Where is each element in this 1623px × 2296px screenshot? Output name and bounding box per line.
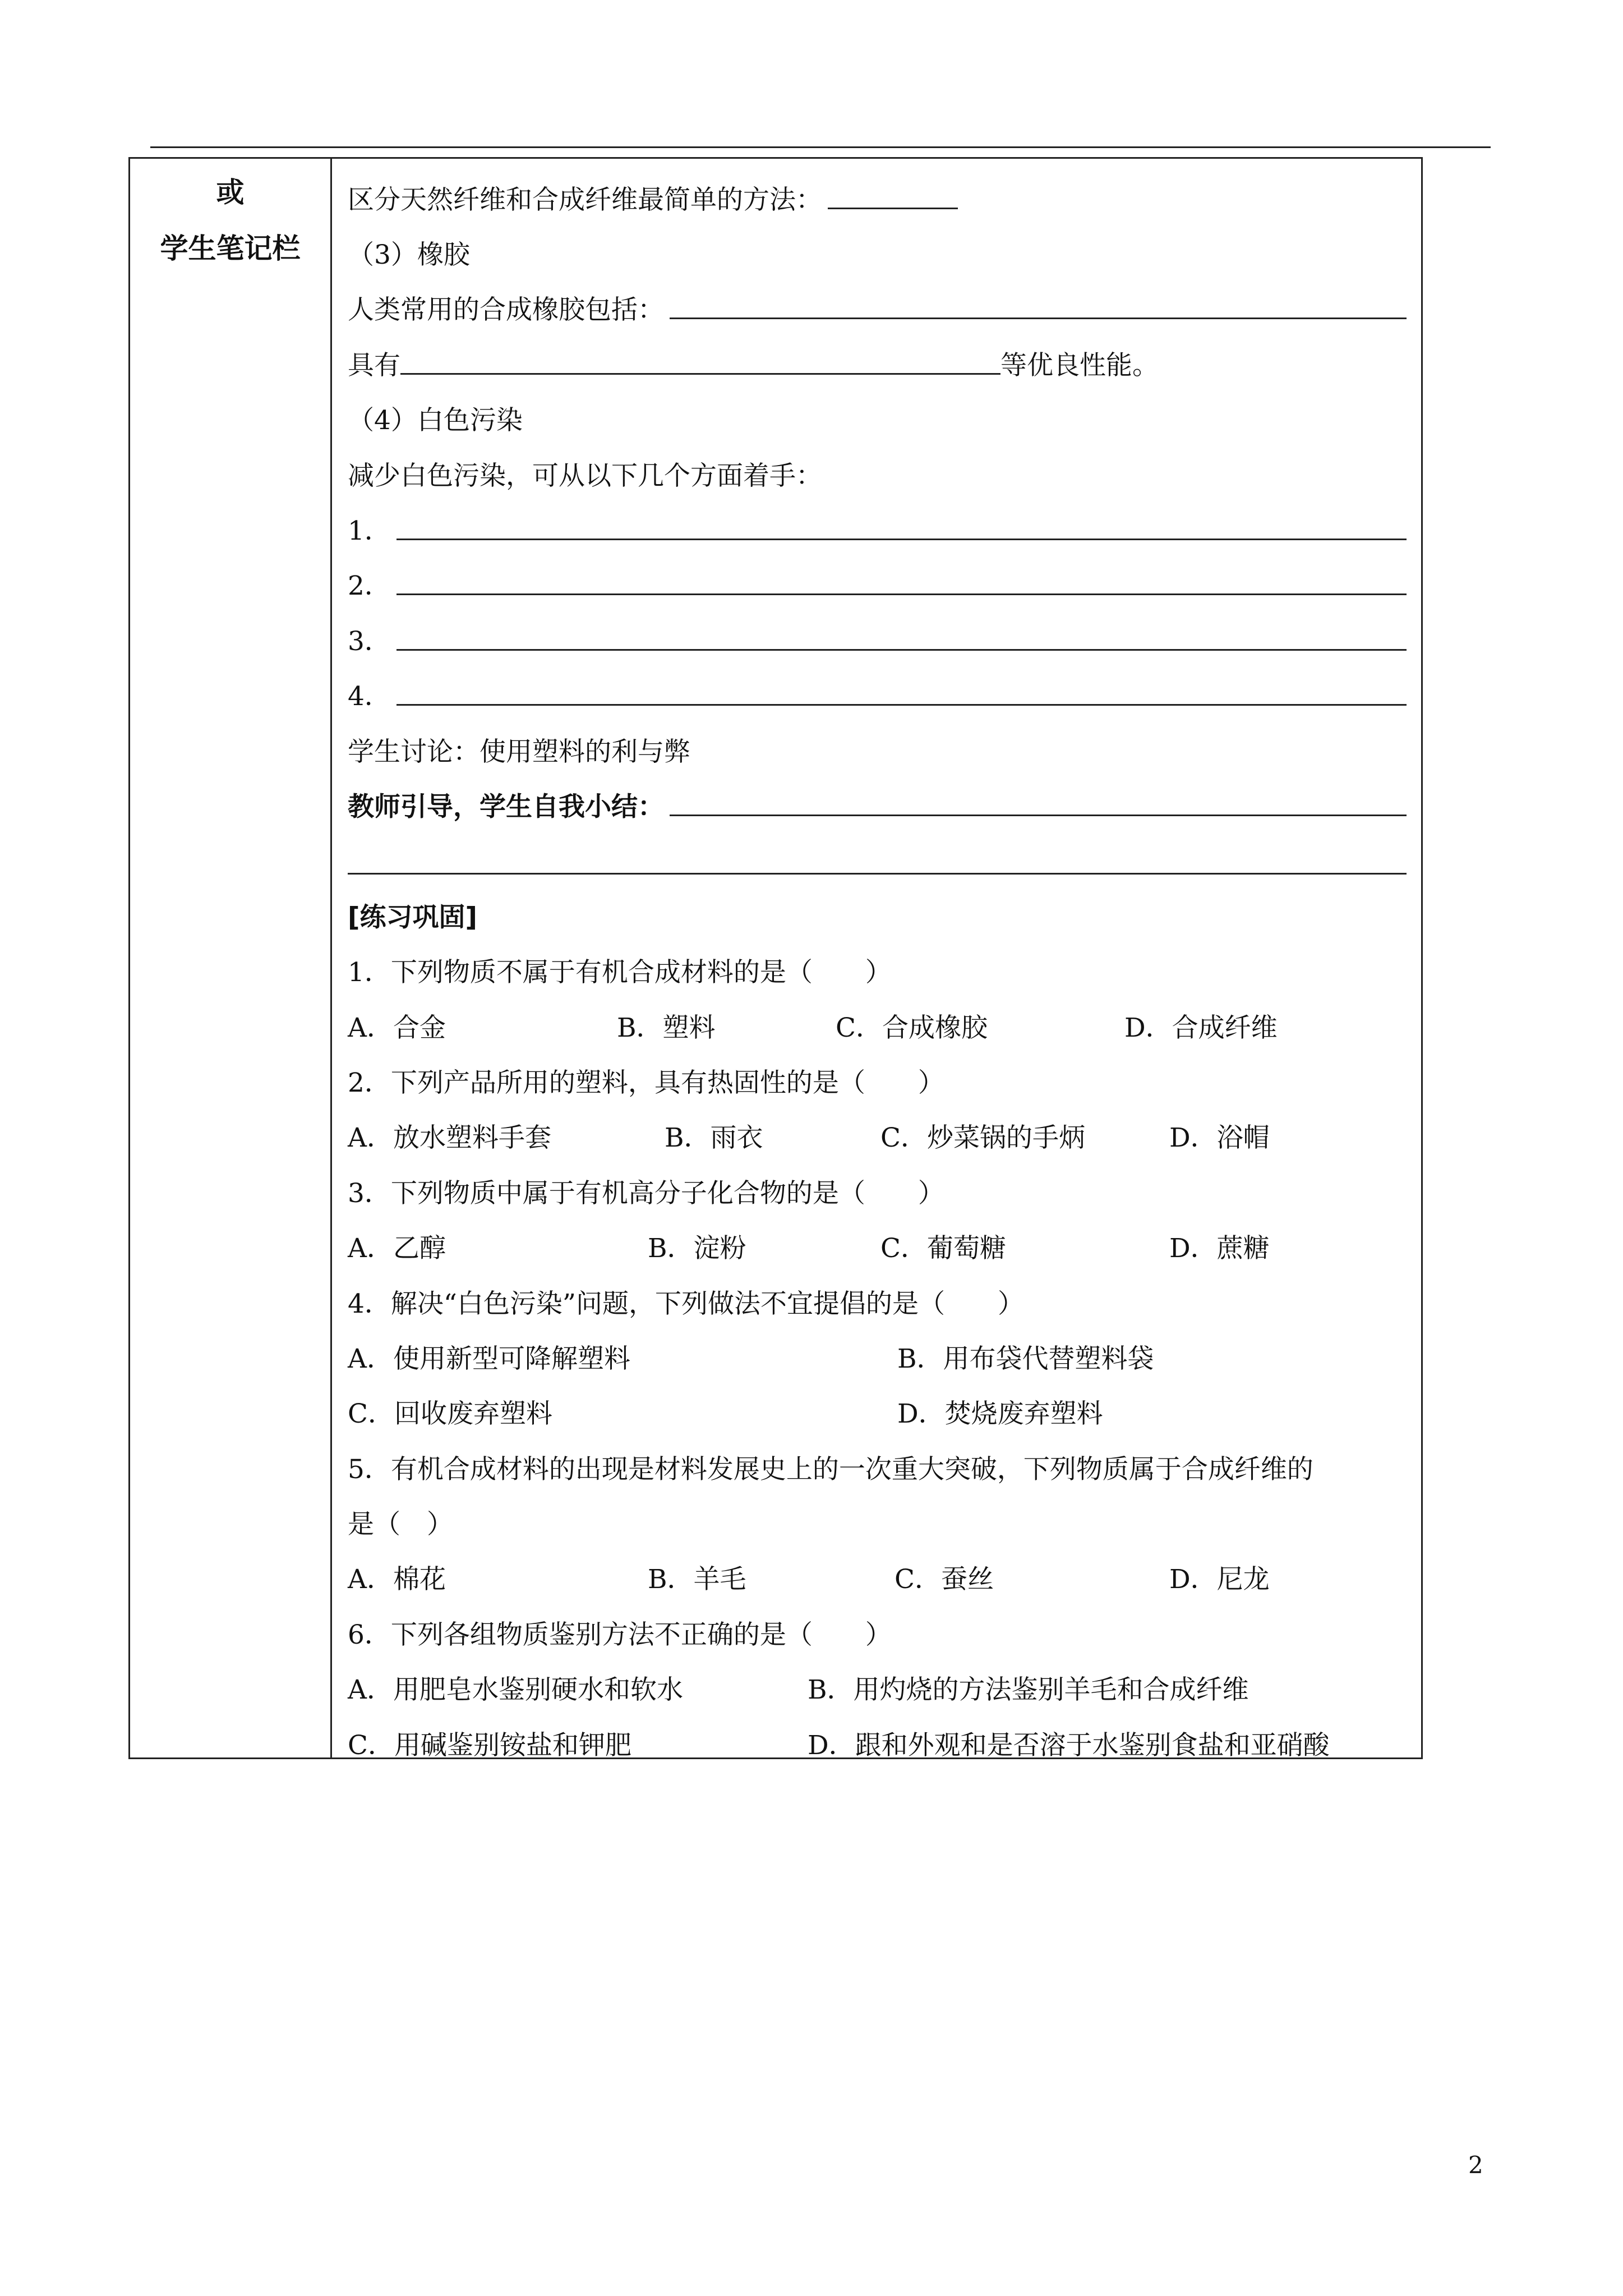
option-a[interactable]: A．使用新型可降解塑料 xyxy=(348,1343,630,1374)
option-c[interactable]: C．回收废弃塑料 xyxy=(348,1398,552,1430)
question-4-stem: 4．解决“白色污染”问题，下列做法不宜提倡的是（ ） xyxy=(348,1288,1024,1319)
rubber-props-blank[interactable] xyxy=(400,352,1000,375)
page-number: 2 xyxy=(1468,2151,1483,2179)
question-3-options xyxy=(348,1218,1407,1273)
rubber-props-row xyxy=(348,335,1407,390)
worksheet-table xyxy=(128,157,1423,1759)
option-d[interactable]: D．尼龙 xyxy=(1169,1564,1270,1595)
option-c[interactable]: C．炒菜锅的手炳 xyxy=(880,1122,1085,1154)
option-b[interactable]: B．塑料 xyxy=(617,1012,716,1043)
rubber-has-label: 具有 xyxy=(348,349,400,381)
option-d[interactable]: D．焚烧废弃塑料 xyxy=(897,1398,1103,1430)
measure-number: 4． xyxy=(348,681,391,712)
option-b[interactable]: B．用布袋代替塑料袋 xyxy=(897,1343,1154,1374)
measure-row-2 xyxy=(348,556,1407,611)
option-b[interactable]: B．用灼烧的方法鉴别羊毛和合成纤维 xyxy=(808,1674,1249,1706)
question-2-options xyxy=(348,1108,1407,1163)
question-4-options-row-1 xyxy=(348,1329,1407,1384)
option-c[interactable]: C．合成橡胶 xyxy=(836,1012,988,1043)
question-3-stem: 3．下列物质中属于有机高分子化合物的是（ ） xyxy=(348,1177,944,1209)
measure-row-1 xyxy=(348,501,1407,556)
option-d[interactable]: D．蔗糖 xyxy=(1169,1233,1270,1264)
question-5-stem: 5．有机合成材料的出现是材料发展史上的一次重大突破，下列物质属于合成纤维的 xyxy=(348,1453,1313,1485)
white-pollution-heading: （4）白色污染 xyxy=(348,405,523,436)
rubber-heading: （3）橡胶 xyxy=(348,240,470,271)
summary-prompt: 教师引导，学生自我小结： xyxy=(348,791,664,822)
option-a[interactable]: A．合金 xyxy=(348,1012,446,1043)
option-a[interactable]: A．棉花 xyxy=(348,1564,446,1595)
measure-row-3 xyxy=(348,611,1407,666)
fiber-method-blank[interactable] xyxy=(828,186,958,209)
question-6-options-row-2 xyxy=(348,1715,1407,1770)
measure-blank-3[interactable] xyxy=(396,628,1407,651)
option-d[interactable]: D．合成纤维 xyxy=(1124,1012,1278,1043)
fiber-method-row xyxy=(348,170,1407,225)
content-column xyxy=(332,159,1421,1761)
white-pollution-intro: 减少白色污染，可从以下几个方面着手： xyxy=(348,460,822,491)
rubber-types-row xyxy=(348,280,1407,335)
notes-column-label-2: 学生笔记栏 xyxy=(160,232,301,265)
option-a[interactable]: A．放水塑料手套 xyxy=(348,1122,551,1154)
question-1-options xyxy=(348,998,1407,1053)
question-4-options-row-2 xyxy=(348,1384,1407,1439)
measure-blank-2[interactable] xyxy=(396,572,1407,595)
question-1-stem: 1．下列物质不属于有机合成材料的是（ ） xyxy=(348,957,892,988)
notes-column-label-1: 或 xyxy=(216,176,245,209)
rubber-types-prompt: 人类常用的合成橡胶包括： xyxy=(348,295,664,326)
summary-blank[interactable] xyxy=(670,793,1407,816)
question-6-stem: 6．下列各组物质鉴别方法不正确的是（ ） xyxy=(348,1619,892,1650)
summary-continuation-blank[interactable] xyxy=(348,845,1407,875)
option-d[interactable]: D．跟和外观和是否溶于水鉴别食盐和亚硝酸 xyxy=(808,1729,1330,1761)
measure-number: 3． xyxy=(348,625,391,657)
header-rule xyxy=(150,146,1491,148)
option-b[interactable]: B．淀粉 xyxy=(648,1233,746,1264)
option-b[interactable]: B．雨衣 xyxy=(665,1122,763,1154)
option-c[interactable]: C．蚕丝 xyxy=(895,1564,994,1595)
question-5-options xyxy=(348,1550,1407,1605)
discussion-prompt: 学生讨论：使用塑料的利与弊 xyxy=(348,736,690,767)
practice-heading: [练习巩固] xyxy=(348,901,477,933)
measure-blank-4[interactable] xyxy=(396,683,1407,706)
option-a[interactable]: A．用肥皂水鉴别硬水和软水 xyxy=(348,1674,683,1706)
summary-row xyxy=(348,777,1407,832)
option-c[interactable]: C．用碱鉴别铵盐和钾肥 xyxy=(348,1729,631,1761)
summary-continuation-row xyxy=(348,832,1407,887)
measure-row-4 xyxy=(348,667,1407,722)
option-a[interactable]: A．乙醇 xyxy=(348,1233,446,1264)
measure-number: 1． xyxy=(348,516,391,547)
fiber-method-prompt: 区分天然纤维和合成纤维最简单的方法： xyxy=(348,184,822,215)
question-2-stem: 2．下列产品所用的塑料，具有热固性的是（ ） xyxy=(348,1067,944,1098)
question-6-options-row-1 xyxy=(348,1660,1407,1715)
option-c[interactable]: C．葡萄糖 xyxy=(880,1233,1006,1264)
option-d[interactable]: D．浴帽 xyxy=(1169,1122,1270,1154)
measure-number: 2． xyxy=(348,570,391,602)
question-5-stem-continued: 是（ ） xyxy=(348,1509,453,1540)
measure-blank-1[interactable] xyxy=(396,517,1407,540)
option-b[interactable]: B．羊毛 xyxy=(648,1564,746,1595)
rubber-props-label: 等优良性能。 xyxy=(1000,349,1159,381)
notes-column xyxy=(130,159,332,1757)
rubber-types-blank[interactable] xyxy=(670,296,1407,319)
